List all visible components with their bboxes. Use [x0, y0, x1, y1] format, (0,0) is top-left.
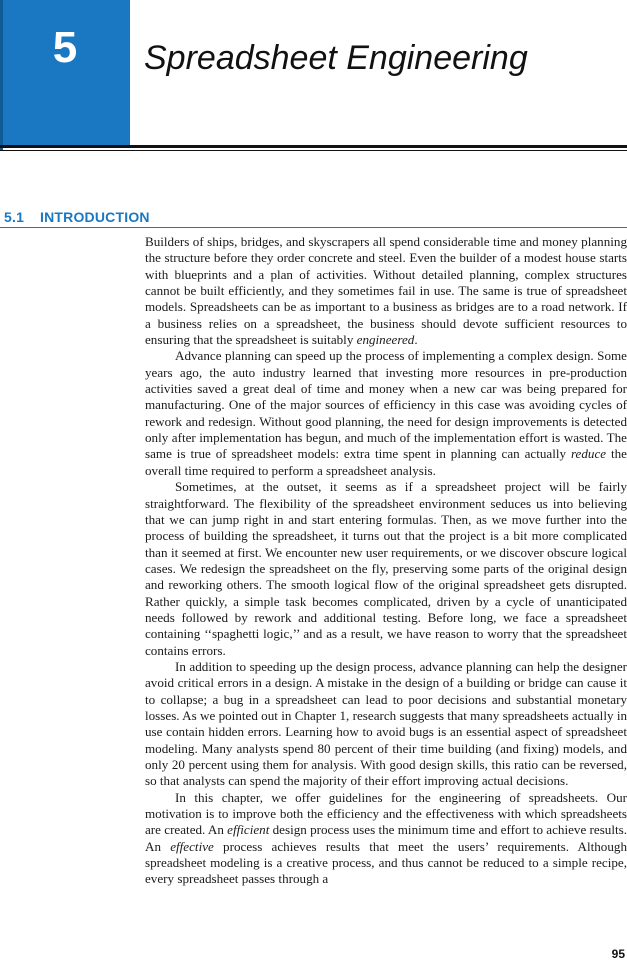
body-paragraph — [145, 348, 627, 479]
header-rule — [0, 145, 627, 148]
paragraph-text: Advance planning can speed up the process of implementing a complex design. Some years ago, the auto industry learned that investing more resources in pre-production activities saved a great deal of time and money when a new car was being prepared for manufacturing. One of the major sources of efficiency in this case was avoiding cycles of rework and redesign. Without good planning, the need for design improvements is detected only after implementation has begun, and much of the implementation effort is wasted. The same is true of spreadsheet models: extra time spent in planning can actually — [145, 348, 627, 462]
chapter-number-box — [0, 0, 130, 145]
header-rule-thin — [0, 150, 627, 151]
section-number: 5.1 — [4, 209, 25, 225]
body-paragraph — [145, 790, 627, 888]
body-paragraph — [145, 234, 627, 348]
paragraph-text: . — [414, 332, 418, 348]
body-paragraph — [145, 659, 627, 790]
section-heading — [4, 209, 150, 225]
section-title: INTRODUCTION — [40, 209, 150, 225]
emphasis-text: efficient — [227, 822, 270, 838]
paragraph-text: Sometimes, at the outset, it seems as if a spreadsheet project will be fairly straightforward. The flexibility of the spreadsheet environment seduces us into believing that we can jump right in and start entering formulas. Then, as we move further into the process of building the spreadsheet, it turns out that the project is a bit more complicated than it seemed at first. We encounter new user requirements, or we discover obscure logical cases. We redesign the spreadsheet on the fly, preserving some parts of the original design and reworking others. The smooth logical flow of the original spreadsheet gets disrupted. Rather quickly, a simple task becomes complicated, driven by a cycle of unanticipated needs followed by rework and additional testing. Before long, we face a spreadsheet containing ‘‘spaghetti logic,’’ and as a result, we have reason to worry that the spreadsheet contains errors. — [145, 479, 627, 658]
paragraph-text: Builders of ships, bridges, and skyscrapers all spend considerable time and money planning the structure before they order concrete and steel. Even the builder of a modest house starts with blueprints and a plan of activities. Without detailed planning, complex structures cannot be built efficiently, and they sometimes fail in use. The same is true of spreadsheet models. Spreadsheets can be as important to a business as bridges are to a road network. If a business relies on a spreadsheet, the business should devote sufficient resources to ensuring that the spreadsheet is suitably — [145, 234, 627, 348]
body-text — [145, 234, 627, 888]
emphasis-text: effective — [170, 838, 214, 854]
chapter-title: Spreadsheet Engineering — [144, 39, 528, 77]
page-number: 95 — [611, 947, 625, 961]
header-side-rule — [0, 0, 3, 151]
chapter-number: 5 — [52, 23, 78, 72]
body-paragraph — [145, 479, 627, 659]
emphasis-text: engineered — [356, 332, 415, 348]
section-rule — [0, 227, 627, 228]
paragraph-text: In this chapter, we offer guidelines for the engineering of spreadsheets. Our motivation is to improve both the efficiency and the effectiveness with which spreadsheets are created. An — [145, 789, 627, 838]
paragraph-text: In addition to speeding up the design process, advance planning can help the designer avoid critical errors in a design. A mistake in the design of a building or bridge can cause it to collapse; a bug in a spreadsheet can lead to poor decisions and substantial monetary losses. As we pointed out in Chapter 1, research suggests that many spreadsheets actually in use contain hidden errors. Learning how to avoid bugs is an essential aspect of spreadsheet modeling. Many analysts spend 80 percent of their time building (and fixing) models, and only 20 percent using them for analysis. With good design skills, this ratio can be reversed, so that analysts can spend the majority of their effort improving actual decisions. — [145, 658, 627, 789]
paragraph-text: process achieves results that meet the users’ requirements. Although spreadsheet modeling is a creative process, and thus cannot be reduced to a simple recipe, every spreadsheet passes through a — [145, 838, 627, 887]
paragraph-text: the overall time required to perform a spreadsheet analysis. — [145, 446, 627, 478]
emphasis-text: reduce — [570, 446, 607, 462]
paragraph-text: design process uses the minimum time and effort to achieve results. An — [145, 822, 627, 854]
